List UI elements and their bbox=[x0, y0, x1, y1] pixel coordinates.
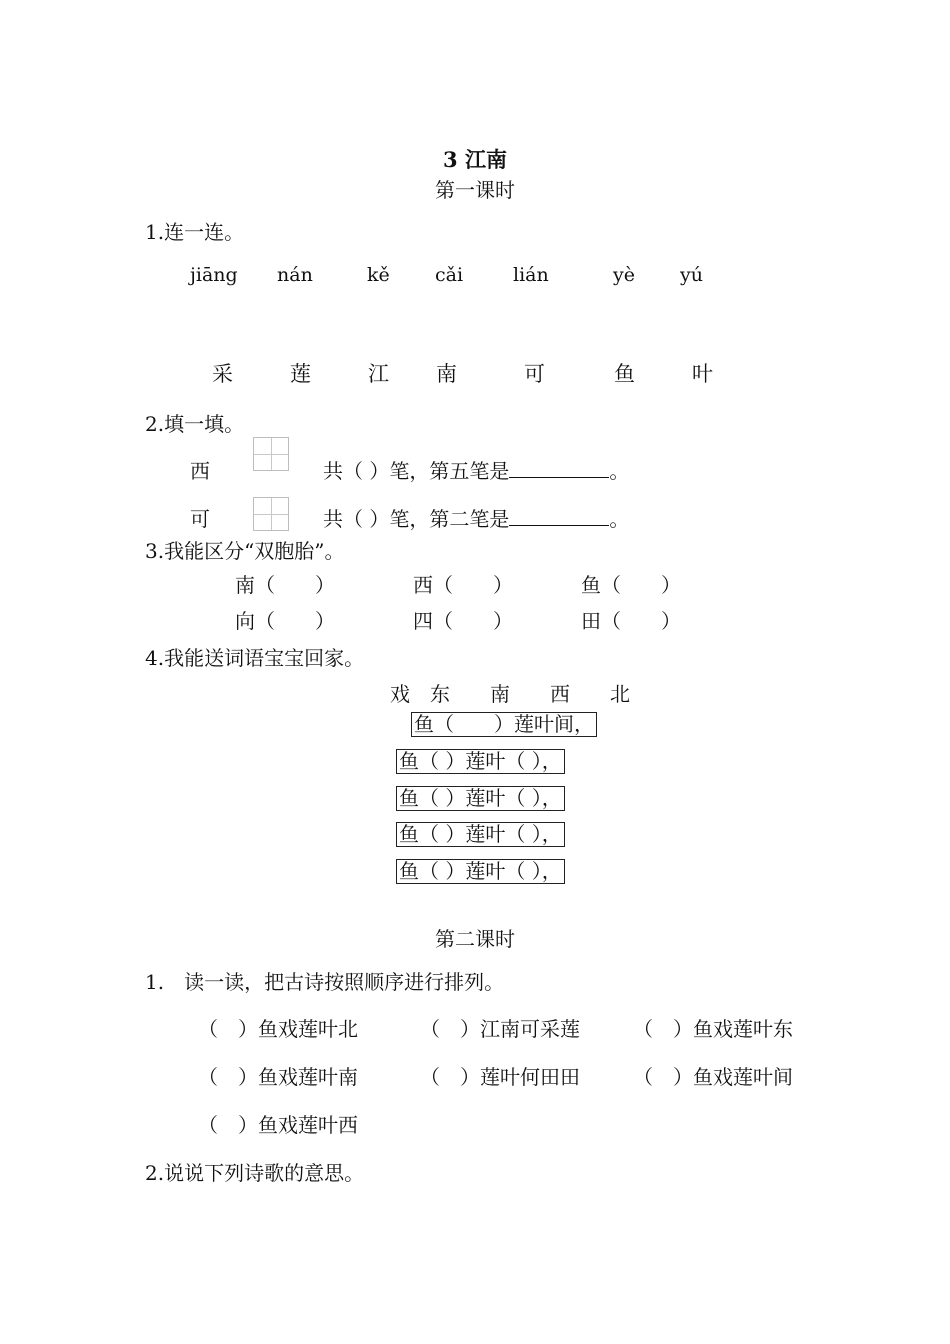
q2-row bbox=[323, 455, 629, 484]
page-title: 3 江南 bbox=[443, 147, 507, 172]
q2-char: 可 bbox=[190, 507, 210, 531]
q4-heading: 4.我能送词语宝宝回家。 bbox=[145, 646, 365, 670]
writing-grid[interactable] bbox=[253, 437, 289, 471]
poem-box: 鱼（ ）莲叶（ ）， bbox=[396, 786, 565, 811]
q2-heading: 2.填一填。 bbox=[145, 412, 245, 436]
poem-box: 鱼（ ）莲叶（ ）， bbox=[396, 822, 565, 847]
q3-item: 西（ ） bbox=[413, 573, 513, 597]
pinyin-item: cǎi bbox=[435, 264, 464, 286]
poem-line-option: （ ）鱼戏莲叶间 bbox=[633, 1065, 793, 1089]
poem-line-option: （ ）江南可采莲 bbox=[420, 1017, 580, 1041]
hanzi-item: 江 bbox=[368, 362, 389, 386]
q1-heading: 1.连一连。 bbox=[145, 220, 245, 244]
q3-item: 田（ ） bbox=[581, 609, 681, 633]
poem-line-option: （ ）莲叶何田田 bbox=[420, 1065, 580, 1089]
poem-box: 鱼（ ）莲叶间， bbox=[411, 712, 597, 737]
q2-char: 西 bbox=[190, 459, 210, 483]
pinyin-item: nán bbox=[277, 264, 313, 286]
lesson2-subtitle: 第二课时 bbox=[435, 927, 515, 951]
q3-item: 四（ ） bbox=[413, 609, 513, 633]
answer-blank[interactable] bbox=[509, 457, 609, 478]
lesson1-subtitle: 第一课时 bbox=[435, 178, 515, 202]
poem-box: 鱼（ ）莲叶（ ）， bbox=[396, 749, 565, 774]
q3-item: 向（ ） bbox=[235, 609, 335, 633]
poem-box: 鱼（ ）莲叶（ ）， bbox=[396, 859, 565, 884]
poem-line-option: （ ）鱼戏莲叶东 bbox=[633, 1017, 793, 1041]
pinyin-item: jiāng bbox=[190, 264, 238, 286]
hanzi-item: 南 bbox=[436, 362, 457, 386]
pinyin-item: kě bbox=[367, 264, 390, 286]
l2-q2-heading: 2.说说下列诗歌的意思。 bbox=[145, 1161, 365, 1185]
l2-q1-heading: 1. 读一读，把古诗按照顺序进行排列。 bbox=[145, 970, 505, 994]
hanzi-item: 采 bbox=[212, 362, 233, 386]
answer-blank[interactable] bbox=[509, 505, 609, 526]
hanzi-item: 叶 bbox=[692, 362, 713, 386]
hanzi-item: 鱼 bbox=[614, 362, 635, 386]
q2-row bbox=[323, 503, 629, 532]
word-bank: 戏 东 南 西 北 bbox=[390, 682, 630, 706]
pinyin-item: yè bbox=[613, 264, 635, 286]
q2-end: 。 bbox=[609, 507, 630, 531]
q3-heading: 3.我能区分“双胞胎”。 bbox=[145, 539, 345, 563]
hanzi-item: 可 bbox=[524, 362, 545, 386]
poem-line-option: （ ）鱼戏莲叶北 bbox=[198, 1017, 358, 1041]
q2-text: 共（ ）笔，第二笔是 bbox=[323, 507, 510, 531]
poem-line-option: （ ）鱼戏莲叶南 bbox=[198, 1065, 358, 1089]
q3-item: 鱼（ ） bbox=[581, 573, 681, 597]
q3-item: 南（ ） bbox=[235, 573, 335, 597]
writing-grid[interactable] bbox=[253, 497, 289, 531]
q2-text: 共（ ）笔，第五笔是 bbox=[323, 459, 510, 483]
q2-end: 。 bbox=[609, 459, 630, 483]
pinyin-item: yú bbox=[680, 264, 703, 286]
hanzi-item: 莲 bbox=[290, 362, 311, 386]
pinyin-item: lián bbox=[513, 264, 549, 286]
poem-line-option: （ ）鱼戏莲叶西 bbox=[198, 1113, 358, 1137]
